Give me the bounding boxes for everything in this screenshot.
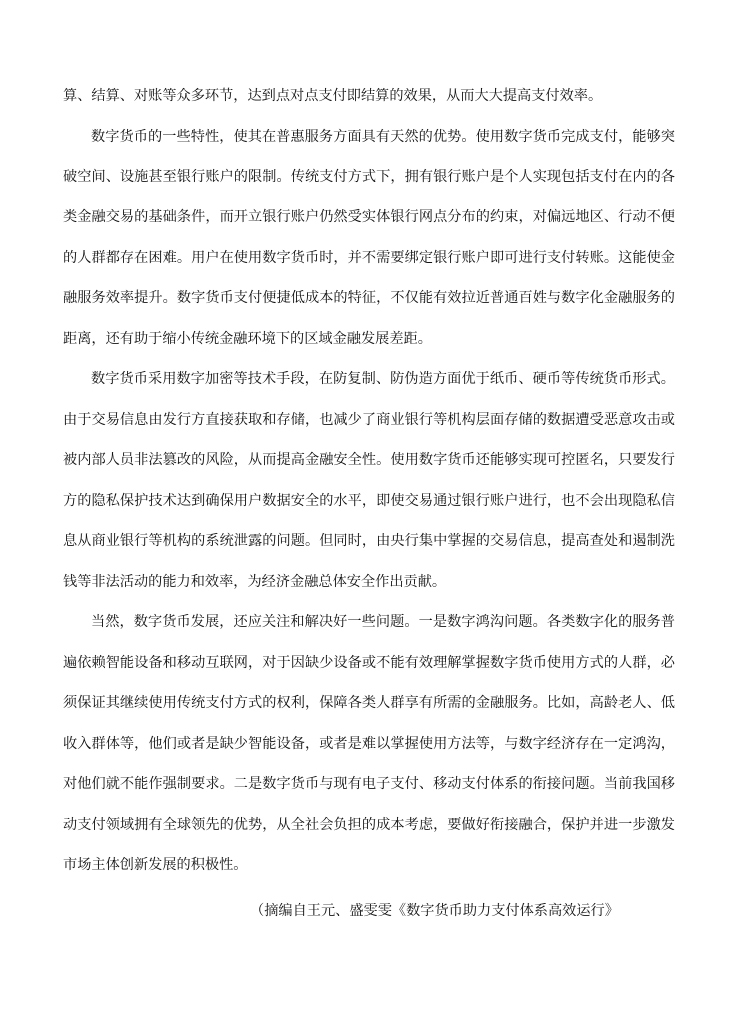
text-line-10: 被内部人员非法篡改的风险，从而提高金融安全性。使用数字货币还能够实现可控匿名，只要发行 <box>63 452 675 468</box>
text-line-3: 破空间、设施甚至银行账户的限制。传统支付方式下，拥有银行账户是个人实现包括支付在内的各 <box>63 169 675 185</box>
text-line-18: 对他们就不能作强制要求。二是数字货币与现有电子支付、移动支付体系的衔接问题。当前我国移 <box>63 776 675 792</box>
text-line-11: 方的隐私保护技术达到确保用户数据安全的水平，即使交易通过银行账户进行，也不会出现隐私信 <box>63 493 675 509</box>
source-citation: （摘编自王元、盛雯雯《数字货币助力支付体系高效运行》 <box>250 903 619 919</box>
text-line-17: 收入群体等，他们或者是缺少智能设备，或者是难以掌握使用方法等，与数字经济存在一定鸿沟， <box>63 736 675 752</box>
text-line-5: 的人群都存在困难。用户在使用数字货币时，并不需要绑定银行账户即可进行支付转账。这能使金 <box>63 250 675 266</box>
text-line-8: 数字货币采用数字加密等技术手段，在防复制、防伪造方面优于纸币、硬币等传统货币形式。 <box>91 371 675 387</box>
text-line-19: 动支付领域拥有全球领先的优势，从全社会负担的成本考虑，要做好衔接融合，保护并进一步激发 <box>63 817 675 833</box>
text-line-20: 市场主体创新发展的积极性。 <box>63 857 248 873</box>
text-line-13: 钱等非法活动的能力和效率，为经济金融总体安全作出贡献。 <box>63 574 447 590</box>
text-line-4: 类金融交易的基础条件，而开立银行账户仍然受实体银行网点分布的约束，对偏远地区、行动不便 <box>63 209 675 225</box>
text-line-14: 当然，数字货币发展，还应关注和解决好一些问题。一是数字鸿沟问题。各类数字化的服务普 <box>91 614 675 630</box>
text-line-12: 息从商业银行等机构的系统泄露的问题。但同时，由央行集中掌握的交易信息，提高查处和遏制洗 <box>63 533 675 549</box>
text-line-6: 融服务效率提升。数字货币支付便捷低成本的特征，不仅能有效拉近普通百姓与数字化金融服务的 <box>63 290 675 306</box>
text-line-16: 须保证其继续使用传统支付方式的权利，保障各类人群享有所需的金融服务。比如，高龄老人、低 <box>63 695 675 711</box>
text-line-9: 由于交易信息由发行方直接获取和存储，也减少了商业银行等机构层面存储的数据遭受恶意攻击或 <box>63 412 675 428</box>
text-line-2: 数字货币的一些特性，使其在普惠服务方面具有天然的优势。使用数字货币完成支付，能够突 <box>91 129 675 145</box>
text-line-7: 距离，还有助于缩小传统金融环境下的区域金融发展差距。 <box>63 331 432 347</box>
text-line-15: 遍依赖智能设备和移动互联网，对于因缺少设备或不能有效理解掌握数字货币使用方式的人群，必 <box>63 655 675 671</box>
text-line-1: 算、结算、对账等众多环节，达到点对点支付即结算的效果，从而大大提高支付效率。 <box>63 88 603 104</box>
